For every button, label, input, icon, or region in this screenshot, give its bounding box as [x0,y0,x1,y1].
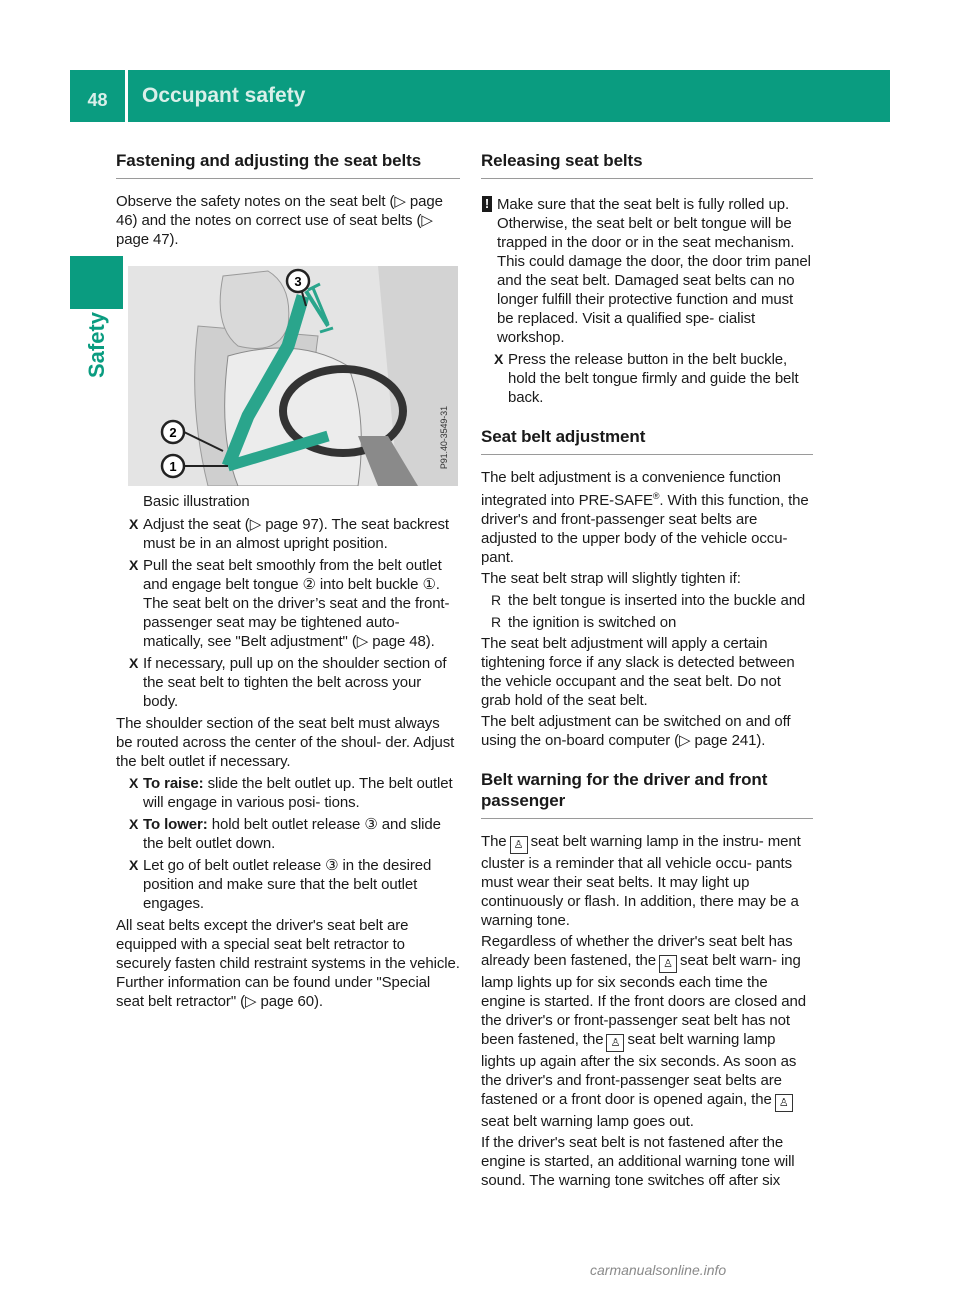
bullet-icon: R [491,592,502,608]
seat-belt-illustration [128,266,458,486]
step-adjust-seat: X Adjust the seat (▷ page 97). The seat backrest must be in an almost upright position. [129,516,449,552]
figure-caption: Basic illustration [143,493,250,510]
bullet-item: R the ignition is switched on [491,614,677,631]
callout-2: 2 [169,425,177,440]
seat-belt-drawing [128,266,458,486]
warning-paragraph-2: Regardless of whether the driver's seat belt has already been fastened, the ♙ seat belt warn- ing lamp lights up for six seconds each time the engine is started. If the front doors are closed and the driver's or front-passenger seat belt has not been fastened, the ♙ seat belt warning lamp lights up again after the six seconds. As soon as the driver's and front-passenger seat belts are fastened or a front door is opened again, the ♙seat belt warning lamp goes out. [481,933,806,1130]
chapter-title: Occupant safety [142,84,306,107]
section-title-belt-warning: Belt warning for the driver and front passenger [481,769,813,819]
step-arrow-icon: X [129,557,139,573]
bullet-icon: R [491,614,502,630]
step-arrow-icon: X [494,351,504,367]
callout-1: 1 [169,459,177,474]
section-title-releasing: Releasing seat belts [481,150,813,179]
shoulder-paragraph: The shoulder section of the seat belt must always be routed across the center of the shoul- der. Adjust the belt outlet if necessary. [116,715,455,770]
bullet-item: R the belt tongue is inserted into the buckle and [491,592,806,609]
step-to-lower: X To lower: hold belt outlet release ③ and slide the belt outlet down. [129,816,441,852]
figure-code: P91.40-3549-31 [439,406,449,470]
seatbelt-warning-icon: ♙ [510,836,528,854]
step-to-raise: X To raise: slide the belt outlet up. The belt outlet will engage in various posi- tions. [129,775,453,811]
step-arrow-icon: X [129,816,139,832]
page-number: 48 [87,90,108,110]
adjust-paragraph-4: The belt adjustment can be switched on and off using the on-board computer (▷ page 241). [481,713,791,749]
step-pull-shoulder: X If necessary, pull up on the shoulder section of the seat belt to tighten the belt across your body. [129,655,447,710]
step-press-release: X Press the release button in the belt buckle, hold the belt tongue firmly and guide the belt back. [494,351,799,406]
watermark: carmanualsonline.info [590,1262,727,1278]
left-column [116,150,460,1013]
seatbelt-warning-icon: ♙ [775,1094,793,1112]
adjust-paragraph-2: The seat belt strap will slightly tighten if: [481,570,741,587]
retractor-paragraph: All seat belts except the driver's seat belt are equipped with a special seat belt retractor to securely fasten child restraint systems in the vehicle. Further information can be found under "Special seat belt retractor" (▷ page 60). [116,917,460,1010]
step-arrow-icon: X [129,655,139,671]
adjust-paragraph-3: The seat belt adjustment will apply a certain tightening force if any slack is detected between the vehicle occupant and the seat belt. Do not grab hold of the seat belt. [481,635,795,709]
callout-3: 3 [294,274,302,289]
side-tab-label: Safety [84,311,109,378]
warning-note: ! Make sure that the seat belt is fully rolled up. Otherwise, the seat belt or belt tongue will be trapped in the door or in the seat mechanism. This could damage the door, the door trim panel and the seat belt. Damaged seat belts can no longer fulfill their protective function and must be replaced. Visit a qualified spe- cialist workshop. [481,195,813,347]
step-let-go: X Let go of belt outlet release ③ in the desired position and make sure that the belt outlet engages. [129,857,432,912]
adjust-paragraph-1: The belt adjustment is a convenience function integrated into PRE-SAFE®. With this function, the driver's and front-passenger seat belts are adjusted to the upper body of the vehicle occu- pant. [481,469,809,566]
seatbelt-warning-icon: ♙ [606,1034,624,1052]
section-title-adjustment: Seat belt adjustment [481,426,813,455]
seatbelt-warning-icon: ♙ [659,955,677,973]
step-arrow-icon: X [129,775,139,791]
step-arrow-icon: X [129,857,139,873]
warning-icon: ! [482,196,492,212]
step-arrow-icon: X [129,516,139,532]
step-pull-belt: X Pull the seat belt smoothly from the belt outlet and engage belt tongue ② into belt buckle ①. The seat belt on the driver’s seat and the front-passenger seat may be tightened auto- matically, see "Belt adjustment" (▷ page 48). [129,557,450,650]
section-title-fastening: Fastening and adjusting the seat belts [116,150,460,179]
warning-paragraph-1: The ♙ seat belt warning lamp in the instru- ment cluster is a reminder that all vehicle occu- pants must wear their seat belts. It may light up continuously or flash. In addition, there may be a warning tone. [481,833,801,929]
right-column [481,150,813,1192]
warning-paragraph-3: If the driver's seat belt is not fastened after the engine is started, an additional warning tone will sound. The warning tone switches off after six [481,1134,795,1189]
intro-paragraph: Observe the safety notes on the seat belt (▷ page 46) and the notes on correct use of seat belts (▷ page 47). [116,193,443,248]
